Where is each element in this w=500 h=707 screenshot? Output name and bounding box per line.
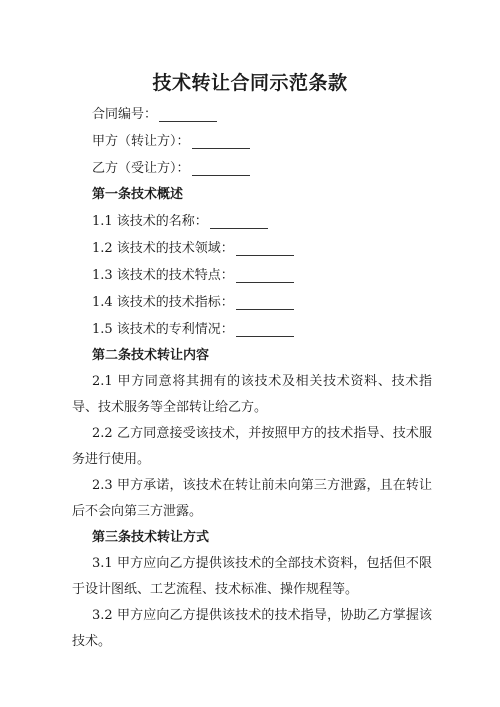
section-item — [92, 289, 432, 316]
document-body — [72, 101, 432, 655]
section-heading: 第一条技术概述 — [92, 187, 184, 202]
section-paragraph: 3.1 甲方应向乙方提供该技术的全部技术资料，包括但不限于设计图纸、工艺流程、技术标准、操作规程等。 — [72, 556, 432, 597]
section-item — [92, 262, 432, 289]
field-label: 甲方（转让方）： — [92, 134, 190, 149]
blank-line — [210, 215, 268, 229]
blank-line — [236, 323, 294, 337]
item-label: 1.4 该技术的技术指标： — [92, 295, 234, 310]
section-heading: 第二条技术转让内容 — [92, 348, 210, 363]
document-title: 技术转让合同示范条款 — [152, 72, 348, 94]
blank-line — [159, 108, 217, 122]
section-paragraph: 2.2 乙方同意接受该技术，并按照甲方的技术指导、技术服务进行使用。 — [72, 426, 432, 467]
party-b-field — [92, 155, 432, 182]
blank-line — [236, 242, 294, 256]
item-label: 1.2 该技术的技术领域： — [92, 241, 234, 256]
blank-line — [192, 162, 250, 176]
section-item — [92, 235, 432, 262]
section-item — [92, 208, 432, 235]
blank-line — [236, 269, 294, 283]
field-label: 乙方（受让方）： — [92, 161, 190, 176]
party-a-field — [92, 128, 432, 155]
section-paragraph: 3.2 甲方应向乙方提供该技术的技术指导，协助乙方掌握该技术。 — [72, 608, 432, 649]
section-heading: 第三条技术转让方式 — [92, 530, 210, 545]
item-label: 1.1 该技术的名称： — [92, 214, 208, 229]
section-item — [92, 316, 432, 343]
section-paragraph: 2.3 甲方承诺，该技术在转让前未向第三方泄露，且在转让后不会向第三方泄露。 — [72, 478, 432, 519]
item-label: 1.5 该技术的专利情况： — [92, 322, 234, 337]
item-label: 1.3 该技术的技术特点： — [92, 268, 234, 283]
section-paragraph: 2.1 甲方同意将其拥有的该技术及相关技术资料、技术指导、技术服务等全部转让给乙方。 — [72, 374, 432, 415]
contract-number-field — [92, 101, 432, 128]
blank-line — [236, 296, 294, 310]
field-label: 合同编号： — [92, 107, 158, 122]
blank-line — [192, 135, 250, 149]
